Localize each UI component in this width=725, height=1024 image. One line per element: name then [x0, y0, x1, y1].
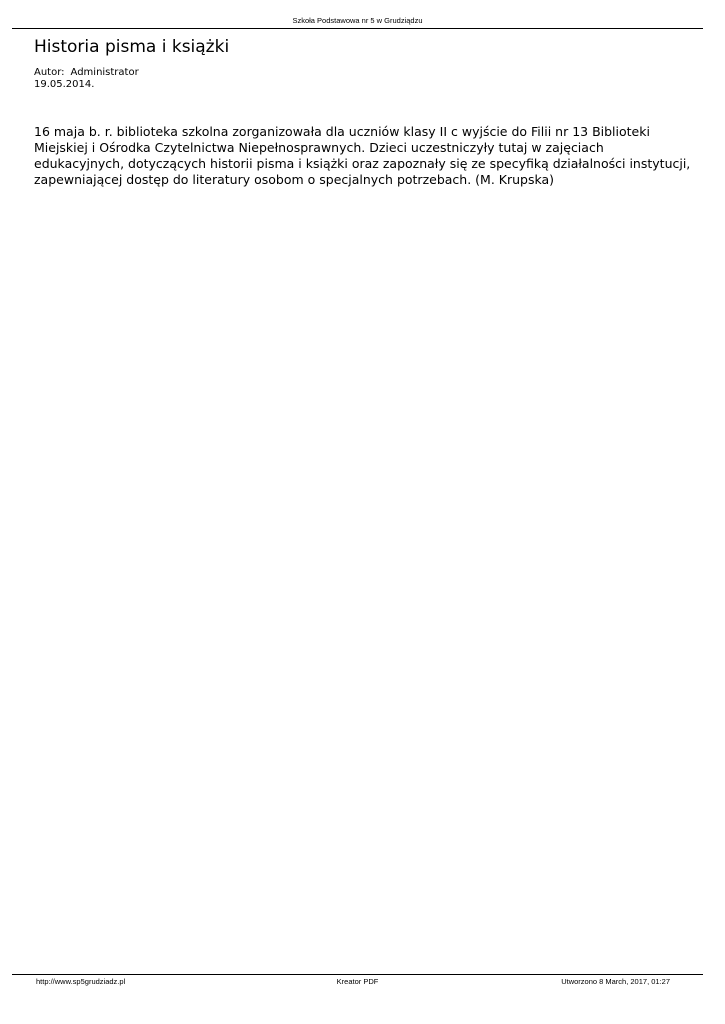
page-footer — [12, 974, 703, 987]
article-date: 19.05.2014. — [34, 79, 95, 90]
author-name: Administrator — [70, 67, 139, 78]
footer-url: http://www.sp5grudziadz.pl — [36, 977, 126, 986]
footer-created-date: Utworzono 8 March, 2017, 01:27 — [561, 977, 670, 986]
site-name: Szkoła Podstawowa nr 5 w Grudziądzu — [292, 16, 423, 25]
author-label: Autor: — [34, 67, 65, 78]
article-meta — [34, 67, 139, 91]
page-header — [12, 16, 703, 29]
author-row — [34, 67, 139, 79]
article-body: 16 maja b. r. biblioteka szkolna zorganizowała dla uczniów klasy II c wyjście do Filii nr 13 Biblioteki Miejskiej i Ośrodka Czytelnictwa Niepełnosprawnych. Dzieci uczestniczyły tutaj w zajęciach edukacyjnych, dotyczących historii pisma i książki oraz zapoznały się ze specyfiką działalności instytucji, zapewniającej dostęp do literatury osobom o specjalnych potrzebach. (M. Krupska) — [34, 124, 691, 187]
article-title: Historia pisma i książki — [34, 37, 230, 57]
footer-creator: Kreator PDF — [336, 977, 379, 986]
